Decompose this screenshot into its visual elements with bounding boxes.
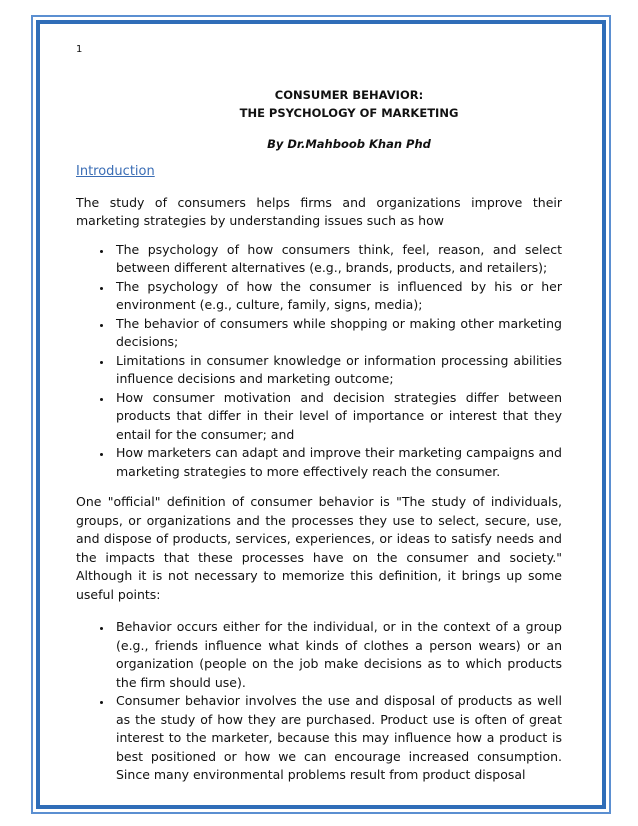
intro-paragraph: The study of consumers helps firms and organizations improve their marketing strategies by understanding issues such as how — [76, 194, 562, 228]
title-line-2: THE PSYCHOLOGY OF MARKETING — [239, 105, 459, 120]
section-heading-introduction: Introduction — [76, 164, 155, 179]
list-item: • The psychology of how the consumer is influenced by his or her environment (e.g., culture, family, signs, media); — [112, 278, 562, 315]
list-item: • How marketers can adapt and improve their marketing campaigns and marketing strategies to more effectively reach the consumer. — [112, 444, 562, 481]
list-item: • Consumer behavior involves the use and disposal of products as well as the study of how they are purchased. Product use is often of great interest to the marketer, because this may influence how a product is best positioned or how we can encourage increased consumption. Since many environmental problems result from product disposal — [112, 692, 562, 785]
list-item: • The behavior of consumers while shopping or making other marketing decisions; — [112, 315, 562, 352]
list-item: • How consumer motivation and decision strategies differ between products that differ in their level of importance or interest that they entail for the consumer; and — [112, 389, 562, 445]
list-item: • Behavior occurs either for the individual, or in the context of a group (e.g., friends influence what kinds of clothes a person wears) or an organization (people on the job make decisions as to which products the firm should use). — [112, 618, 562, 692]
list-item: • The psychology of how consumers think, feel, reason, and select between different alternatives (e.g., brands, products, and retailers); — [112, 241, 562, 278]
title-line-1: CONSUMER BEHAVIOR: — [274, 87, 424, 102]
points-list — [76, 618, 562, 785]
list-item: • Limitations in consumer knowledge or information processing abilities influence decisions and marketing outcome; — [112, 352, 562, 389]
page-number: 1 — [76, 44, 83, 55]
issues-list — [76, 241, 562, 482]
definition-paragraph: One "official" definition of consumer behavior is "The study of individuals, groups, or organizations and the processes they use to select, secure, use, and dispose of products, services, experiences, or ideas to satisfy needs and the impacts that these processes have on the consumer and society." Although it is not necessary to memorize this definition, it brings up some useful points: — [76, 494, 562, 602]
document-page — [76, 41, 562, 785]
document-title — [76, 86, 562, 122]
author-byline: By Dr.Mahboob Khan Phd — [267, 136, 431, 151]
